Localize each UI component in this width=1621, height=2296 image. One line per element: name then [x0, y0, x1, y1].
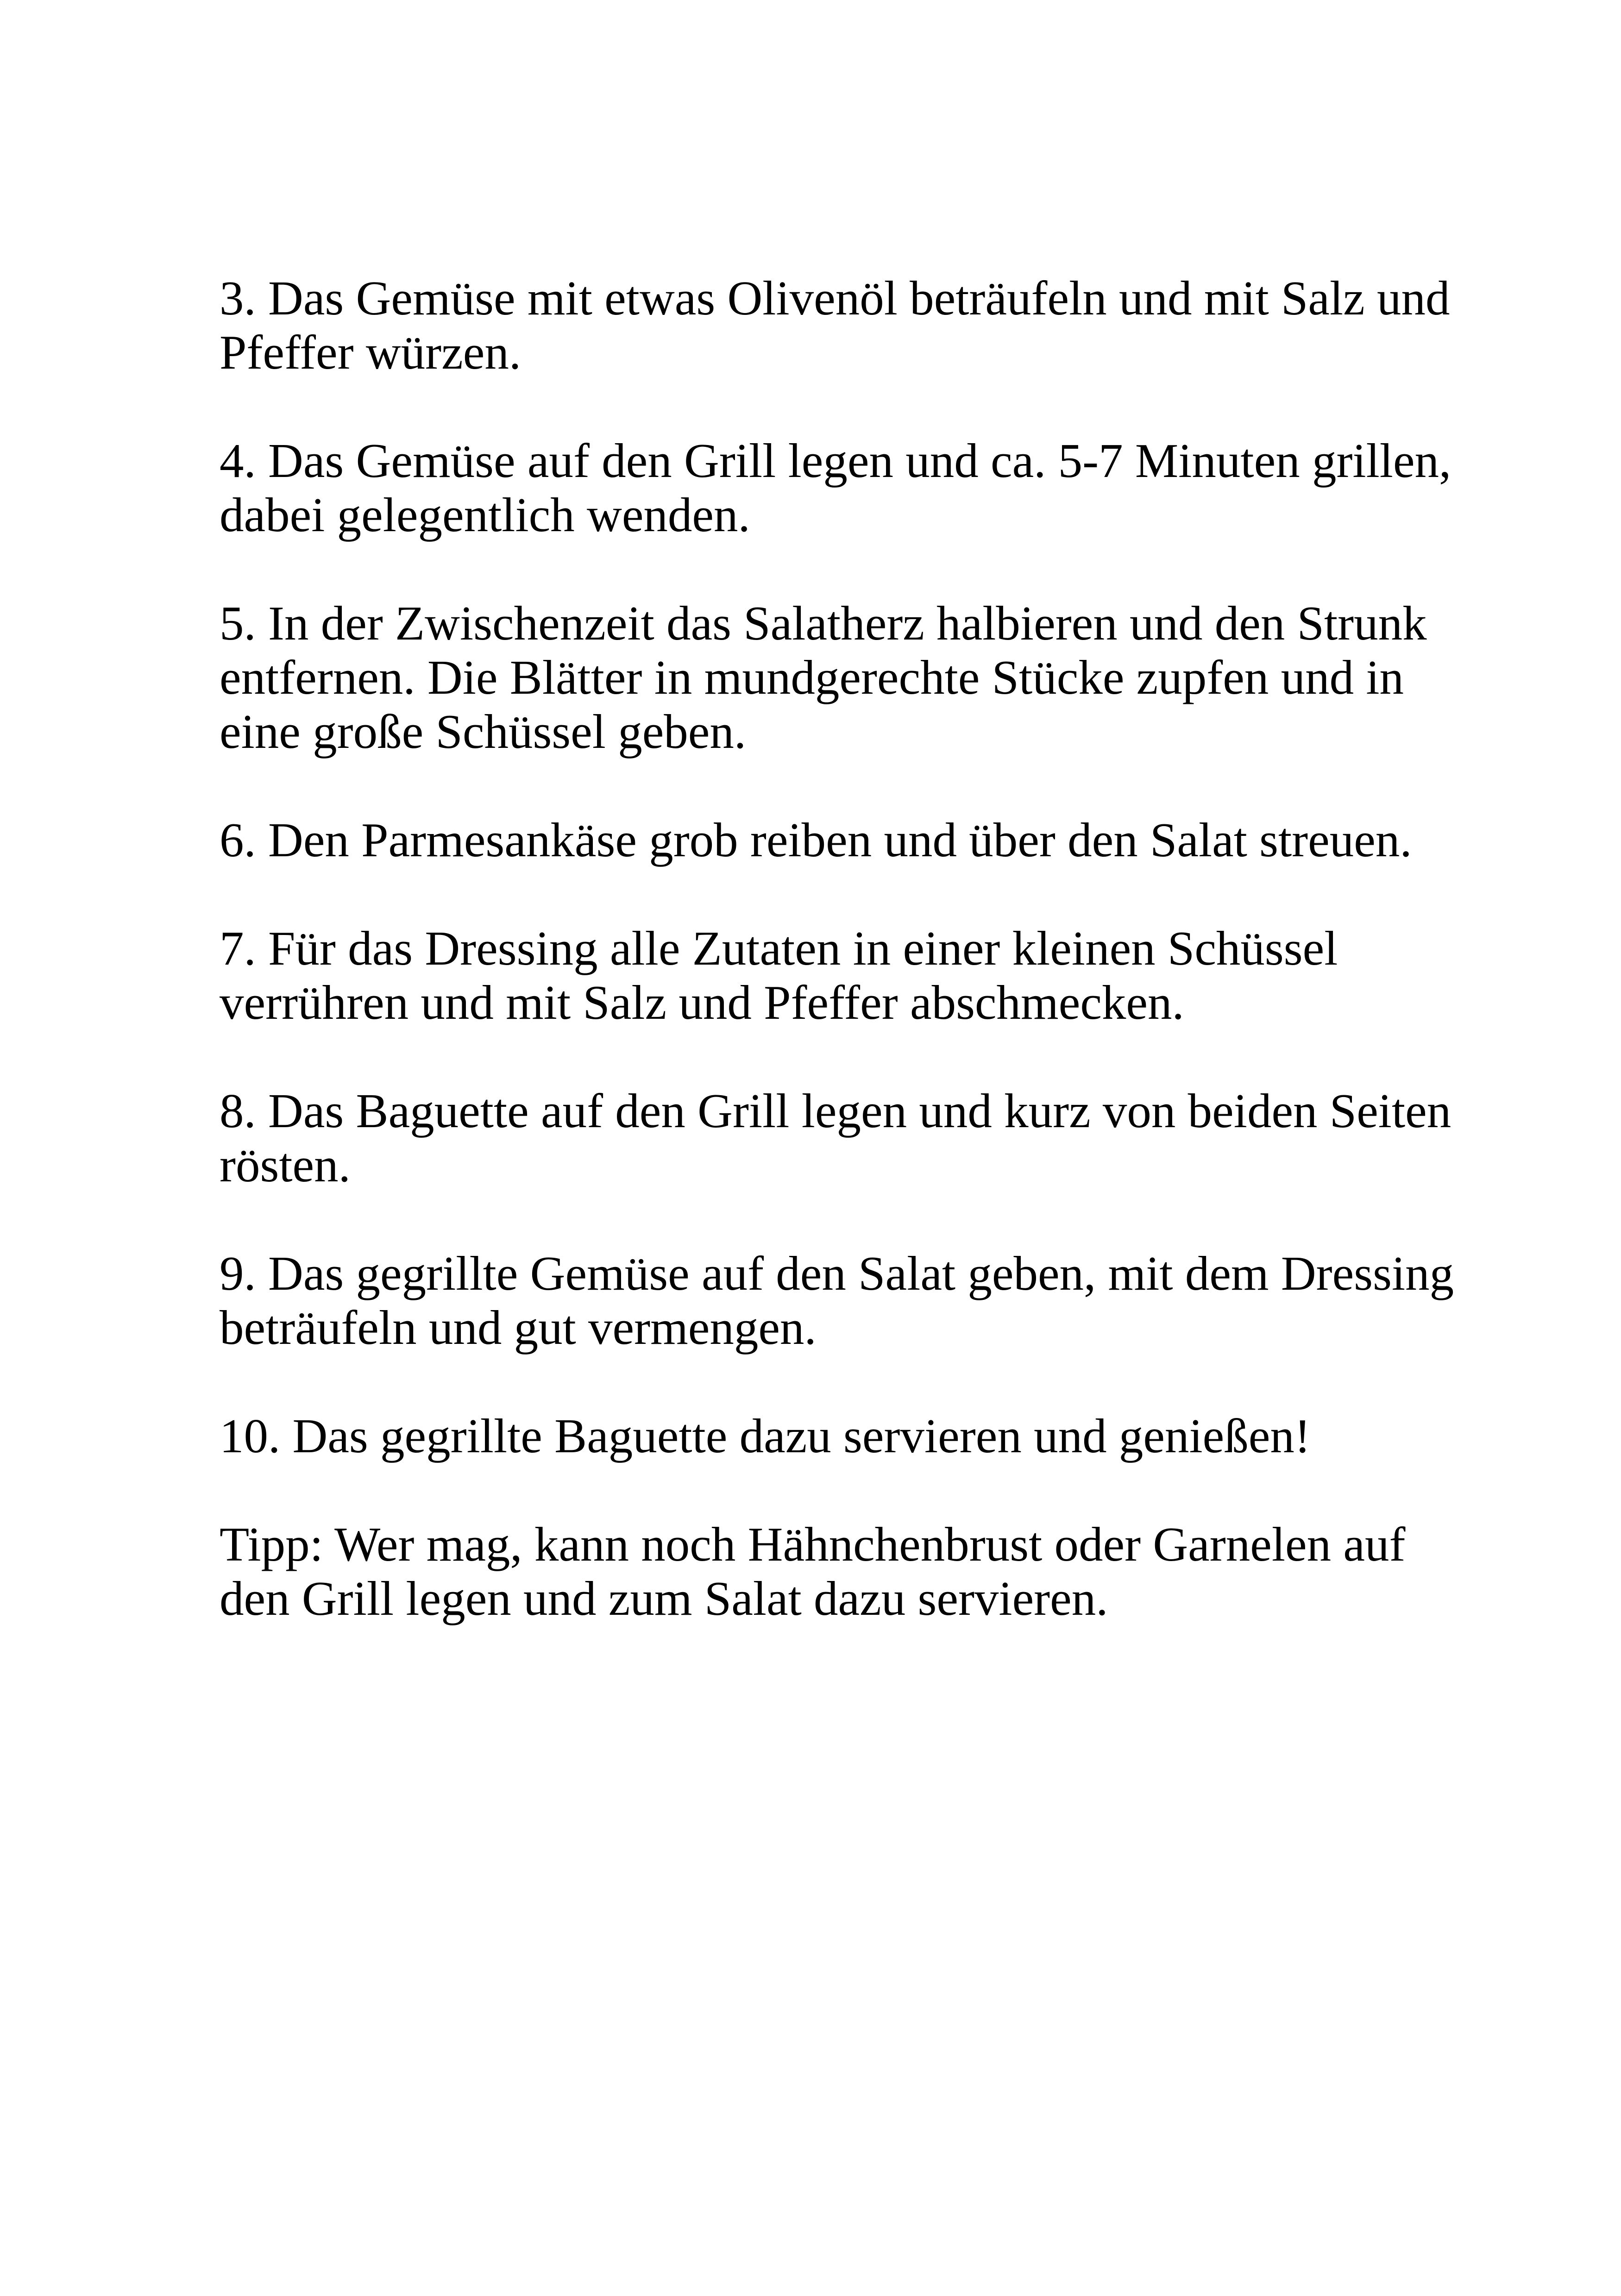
step-6 — [220, 813, 1433, 867]
text-line: dabei gelegentlich wenden. — [220, 488, 750, 542]
text-line: 7. Für das Dressing alle Zutaten in einer kleinen Schüssel — [220, 921, 1338, 975]
text-line: rösten. — [220, 1138, 351, 1192]
text-line: 8. Das Baguette auf den Grill legen und kurz von beiden Seiten — [220, 1084, 1451, 1138]
step-3 — [220, 271, 1450, 379]
text-line: 9. Das gegrillte Gemüse auf den Salat geben, mit dem Dressing — [220, 1246, 1454, 1300]
step-7 — [220, 921, 1433, 1029]
text-line: Pfeffer würzen. — [220, 325, 521, 379]
text-line: beträufeln und gut vermengen. — [220, 1300, 817, 1355]
step-10 — [220, 1409, 1433, 1463]
text-line: 4. Das Gemüse auf den Grill legen und ca. 5-7 Minuten grillen, — [220, 433, 1451, 488]
recipe-steps — [220, 271, 1454, 1680]
text-line: 3. Das Gemüse mit etwas Olivenöl beträufeln und mit Salz und — [220, 271, 1450, 325]
step-9 — [220, 1246, 1454, 1355]
tip-paragraph — [220, 1517, 1433, 1625]
step-4 — [220, 433, 1451, 542]
text-line: den Grill legen und zum Salat dazu servieren. — [220, 1571, 1108, 1625]
text-line: 5. In der Zwischenzeit das Salatherz halbieren und den Strunk — [220, 596, 1427, 650]
text-line: 10. Das gegrillte Baguette dazu servieren und genießen! — [220, 1409, 1311, 1463]
text-line: Tipp: Wer mag, kann noch Hähnchenbrust oder Garnelen auf — [220, 1517, 1406, 1571]
text-line: 6. Den Parmesankäse grob reiben und über den Salat streuen. — [220, 813, 1412, 867]
step-8 — [220, 1084, 1451, 1192]
text-line: verrühren und mit Salz und Pfeffer abschmecken. — [220, 975, 1184, 1029]
step-5 — [220, 596, 1433, 759]
text-line: entfernen. Die Blätter in mundgerechte Stücke zupfen und in — [220, 650, 1404, 704]
text-line: eine große Schüssel geben. — [220, 704, 747, 759]
